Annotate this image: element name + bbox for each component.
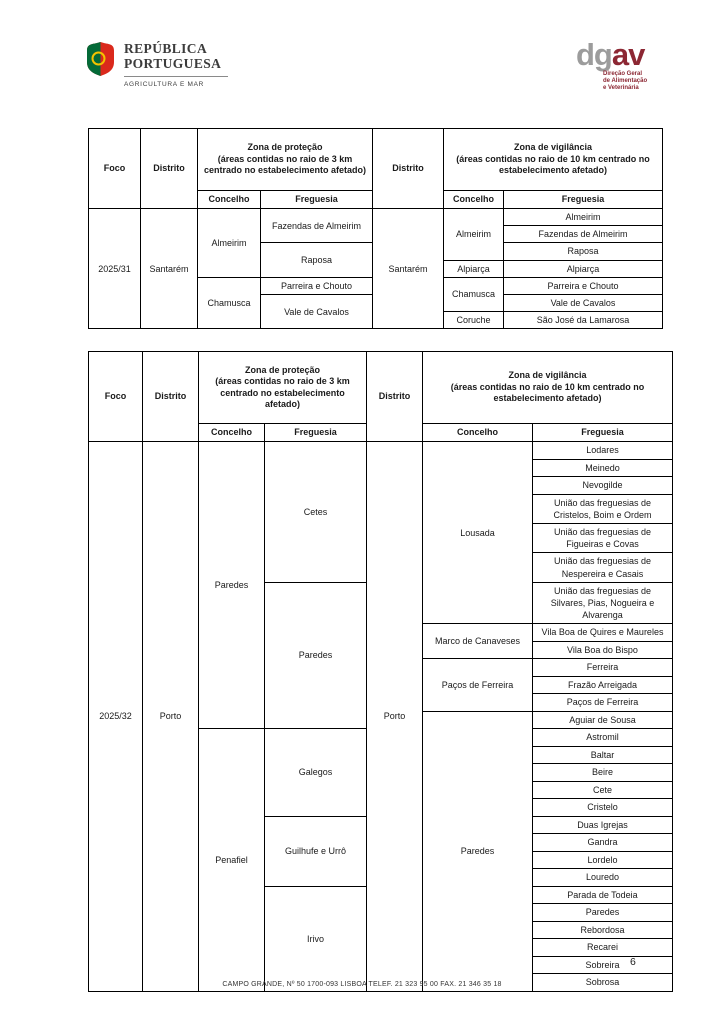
cell-distrito: Santarém: [141, 209, 198, 329]
cell-freguesia-vigilancia: Louredo: [533, 869, 673, 887]
gov-title-line1: REPÚBLICA: [124, 41, 208, 56]
cell-concelho-vigilancia: Almeirim: [444, 209, 504, 261]
cell-freguesia-protecao: Guilhufe e Urrô: [265, 816, 367, 886]
cell-freguesia-vigilancia: Parreira e Chouto: [504, 277, 663, 294]
col-header-freguesia-protecao: Freguesia: [265, 424, 367, 442]
cell-freguesia-protecao: Paredes: [265, 582, 367, 729]
dgav-red-letters: av: [611, 37, 645, 72]
col-header-concelho-vigilancia: Concelho: [444, 191, 504, 209]
dgav-logo: [576, 37, 648, 92]
cell-freguesia-vigilancia: Sobreira: [533, 956, 673, 974]
outbreak-table-2025-32: [88, 351, 673, 992]
cell-freguesia-protecao: Parreira e Chouto: [261, 277, 373, 294]
portugal-flag-icon: [87, 42, 114, 76]
col-header-concelho-protecao: Concelho: [198, 191, 261, 209]
cell-freguesia-vigilancia: Ferreira: [533, 659, 673, 677]
cell-freguesia-vigilancia: Almeirim: [504, 209, 663, 226]
cell-concelho-vigilancia: Marco de Canaveses: [423, 624, 533, 659]
cell-freguesia-vigilancia: Cristelo: [533, 799, 673, 817]
cell-freguesia-vigilancia: União das freguesias de Silvares, Pias, Nogueira e Alvarenga: [533, 582, 673, 624]
cell-freguesia-vigilancia: União das freguesias de Nespereira e Casais: [533, 553, 673, 582]
col-header-concelho-protecao: Concelho: [199, 424, 265, 442]
cell-freguesia-vigilancia: Sobrosa: [533, 974, 673, 992]
col-header-distrito-protecao: Distrito: [143, 352, 199, 442]
surveillance-zone-subtitle: (áreas contidas no raio de 10 km centrado no estabelecimento afetado): [456, 153, 650, 176]
cell-distrito-vigilancia: Porto: [367, 442, 423, 992]
outbreak-table-2025-31: [88, 128, 663, 329]
cell-freguesia-protecao: Irivo: [265, 886, 367, 991]
cell-concelho-protecao: Paredes: [199, 442, 265, 729]
table-body: [89, 209, 663, 329]
cell-concelho-vigilancia: Alpiarça: [444, 260, 504, 277]
table-header: [89, 129, 663, 209]
dgav-subtitle: [603, 71, 647, 92]
cell-distrito-vigilancia: Santarém: [373, 209, 444, 329]
cell-freguesia-vigilancia: Vila Boa do Bispo: [533, 641, 673, 659]
col-header-protection-zone: [198, 129, 373, 191]
cell-freguesia-vigilancia: Parada de Todeia: [533, 886, 673, 904]
cell-distrito: Porto: [143, 442, 199, 992]
gov-department-label: AGRICULTURA E MAR: [124, 81, 205, 88]
cell-concelho-vigilancia: Paredes: [423, 711, 533, 991]
cell-freguesia-protecao: Fazendas de Almeirim: [261, 209, 373, 243]
cell-freguesia-vigilancia: Meinedo: [533, 459, 673, 477]
cell-foco: 2025/31: [89, 209, 141, 329]
cell-freguesia-protecao: Galegos: [265, 729, 367, 817]
col-header-protection-zone: [199, 352, 367, 424]
protection-zone-subtitle: (áreas contidas no raio de 3 km centrado no estabelecimento afetado): [203, 153, 367, 176]
cell-freguesia-vigilancia: Paços de Ferreira: [533, 694, 673, 712]
cell-foco: 2025/32: [89, 442, 143, 992]
cell-freguesia-vigilancia: Astromil: [533, 729, 673, 747]
dgav-wordmark: [576, 37, 647, 72]
cell-freguesia-protecao: Cetes: [265, 442, 367, 583]
cell-freguesia-vigilancia: Raposa: [504, 243, 663, 260]
dgav-subtitle-line1: Direção Geral: [603, 71, 643, 77]
table-row: [89, 442, 673, 460]
col-header-foco: Foco: [89, 352, 143, 442]
cell-freguesia-vigilancia: Aguiar de Sousa: [533, 711, 673, 729]
cell-freguesia-vigilancia: Beire: [533, 764, 673, 782]
surveillance-zone-subtitle: (áreas contidas no raio de 10 km centrado no estabelecimento afetado): [450, 381, 645, 404]
cell-freguesia-vigilancia: União das freguesias de Figueiras e Covas: [533, 523, 673, 552]
cell-freguesia-vigilancia: Fazendas de Almeirim: [504, 226, 663, 243]
col-header-freguesia-vigilancia: Freguesia: [504, 191, 663, 209]
cell-concelho-protecao: Chamusca: [198, 277, 261, 329]
col-header-freguesia-vigilancia: Freguesia: [533, 424, 673, 442]
cell-freguesia-vigilancia: Frazão Arreigada: [533, 676, 673, 694]
cell-concelho-protecao: Penafiel: [199, 729, 265, 992]
table-header: [89, 352, 673, 442]
dgav-subtitle-line2: de Alimentação: [603, 78, 648, 84]
cell-freguesia-vigilancia: Cete: [533, 781, 673, 799]
footer-address: CAMPO GRANDE, Nº 50 1700-093 LISBOA TELEF. 21 323 95 00 FAX. 21 346 35 18: [222, 981, 502, 988]
cell-concelho-vigilancia: Coruche: [444, 312, 504, 329]
cell-freguesia-vigilancia: Paredes: [533, 904, 673, 922]
cell-concelho-vigilancia: Lousada: [423, 442, 533, 624]
cell-freguesia-protecao: Vale de Cavalos: [261, 295, 373, 329]
cell-freguesia-vigilancia: Vale de Cavalos: [504, 295, 663, 312]
cell-freguesia-vigilancia: Lodares: [533, 442, 673, 460]
cell-freguesia-vigilancia: Rebordosa: [533, 921, 673, 939]
gov-title-line2: PORTUGUESA: [124, 55, 222, 71]
cell-freguesia-vigilancia: Recarei: [533, 939, 673, 957]
cell-freguesia-vigilancia: Baltar: [533, 746, 673, 764]
col-header-foco: Foco: [89, 129, 141, 209]
gov-logo-divider: [124, 76, 228, 77]
cell-concelho-protecao: Almeirim: [198, 209, 261, 278]
cell-freguesia-vigilancia: Alpiarça: [504, 260, 663, 277]
cell-freguesia-vigilancia: São José da Lamarosa: [504, 312, 663, 329]
col-header-distrito-vigilancia: Distrito: [373, 129, 444, 209]
cell-freguesia-vigilancia: Vila Boa de Quires e Maureles: [533, 624, 673, 642]
protection-zone-title: Zona de proteção: [244, 364, 320, 375]
cell-freguesia-vigilancia: Nevogilde: [533, 477, 673, 495]
page-number: 6: [630, 956, 636, 968]
surveillance-zone-title: Zona de vigilância: [513, 142, 593, 153]
dgav-subtitle-line3: e Veterinária: [603, 85, 639, 91]
gov-logo-text: [124, 42, 228, 88]
col-header-freguesia-protecao: Freguesia: [261, 191, 373, 209]
col-header-surveillance-zone: [444, 129, 663, 191]
surveillance-zone-title: Zona de vigilância: [508, 370, 587, 381]
table-body: [89, 442, 673, 992]
cell-freguesia-protecao: Raposa: [261, 243, 373, 277]
protection-zone-subtitle: (áreas contidas no raio de 3 km centrado no estabelecimento afetado): [215, 376, 350, 409]
cell-freguesia-vigilancia: União das freguesias de Cristelos, Boim e Ordem: [533, 494, 673, 523]
cell-concelho-vigilancia: Chamusca: [444, 277, 504, 311]
dgav-gray-letters: dg: [576, 37, 612, 72]
cell-freguesia-vigilancia: Gandra: [533, 834, 673, 852]
protection-zone-title: Zona de proteção: [247, 142, 323, 153]
col-header-distrito-vigilancia: Distrito: [367, 352, 423, 442]
republica-portuguesa-logo: [87, 42, 228, 88]
cell-freguesia-vigilancia: Lordelo: [533, 851, 673, 869]
cell-concelho-vigilancia: Paços de Ferreira: [423, 659, 533, 712]
col-header-surveillance-zone: [423, 352, 673, 424]
table-row: [89, 209, 663, 226]
col-header-concelho-vigilancia: Concelho: [423, 424, 533, 442]
col-header-distrito-protecao: Distrito: [141, 129, 198, 209]
cell-freguesia-vigilancia: Duas Igrejas: [533, 816, 673, 834]
